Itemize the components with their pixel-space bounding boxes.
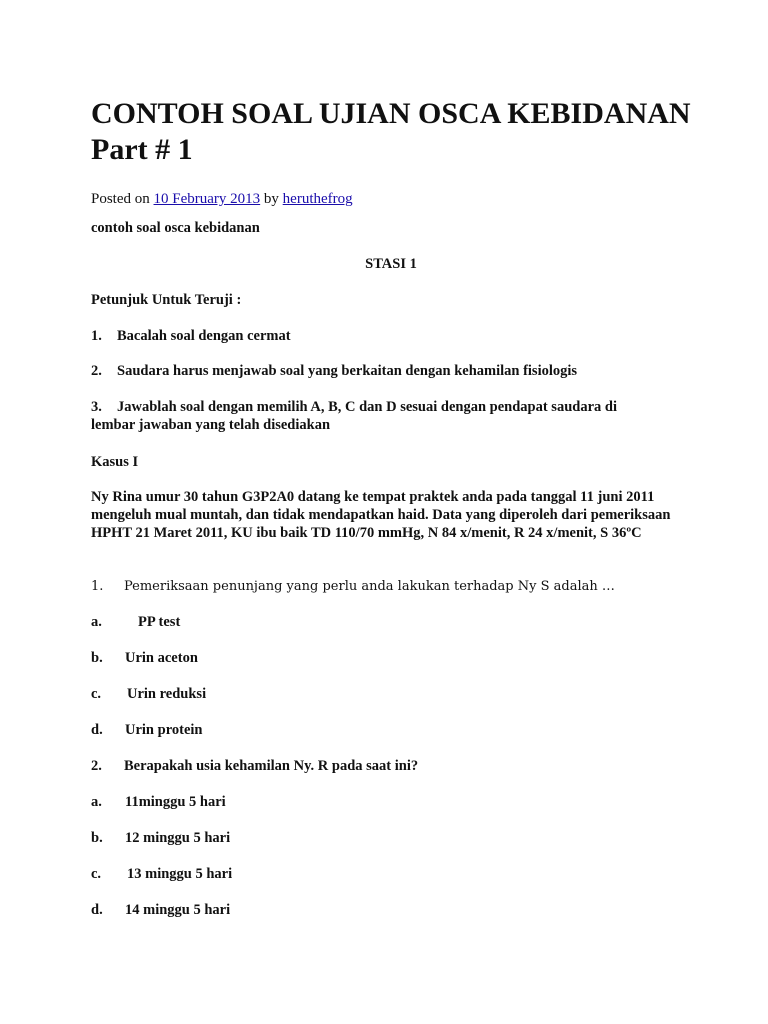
page-title: CONTOH SOAL UJIAN OSCA KEBIDANAN Part # 1 [91, 97, 691, 166]
question-text: Pemeriksaan penunjang yang perlu anda lakukan terhadap Ny S adalah … [124, 579, 615, 594]
instruction-item [91, 398, 651, 434]
option-letter: a. [91, 794, 102, 810]
instruction-item [91, 327, 691, 345]
post-date-link[interactable]: 10 February 2013 [153, 191, 261, 207]
option-letter: b. [91, 650, 103, 666]
option-text: Urin protein [125, 722, 203, 738]
option-letter: d. [91, 722, 103, 738]
option [91, 865, 691, 883]
instruction-text: Bacalah soal dengan cermat [117, 328, 291, 344]
option-letter: d. [91, 902, 103, 918]
instructions-heading: Petunjuk Untuk Teruji : [91, 292, 242, 308]
instruction-number: 2. [91, 363, 102, 379]
option-text: 12 minggu 5 hari [125, 830, 231, 846]
option [91, 613, 691, 631]
subtitle: contoh soal osca kebidanan [91, 220, 260, 236]
option-text: 11minggu 5 hari [125, 794, 226, 810]
option [91, 829, 691, 847]
option [91, 649, 691, 667]
option-letter: a. [91, 614, 102, 630]
case-heading: Kasus I [91, 454, 139, 470]
option-text: Urin reduksi [127, 686, 207, 702]
question-number: 2. [91, 758, 102, 774]
option [91, 901, 691, 919]
posted-on-label: Posted on [91, 191, 150, 207]
option [91, 721, 691, 739]
option [91, 685, 691, 703]
station-heading: STASI 1 [365, 256, 417, 272]
instruction-text: Saudara harus menjawab soal yang berkaitan dengan kehamilan fisiologis [117, 363, 578, 379]
question [91, 757, 691, 775]
article-body [91, 0, 691, 1024]
question-number: 1. [91, 579, 104, 594]
question-text: Berapakah usia kehamilan Ny. R pada saat ini? [124, 758, 419, 774]
option-letter: c. [91, 686, 102, 702]
option-text: Urin aceton [125, 650, 198, 666]
author-link[interactable]: heruthefrog [282, 191, 353, 207]
option [91, 793, 691, 811]
by-label: by [263, 191, 279, 207]
question [91, 578, 691, 596]
case-text: Ny Rina umur 30 tahun G3P2A0 datang ke tempat praktek anda pada tanggal 11 juni 2011 mengeluh mual muntah, dan tidak mendapatkan haid. Data yang diperoleh dari pemeriksaan HPHT 21 Maret 2011, KU ibu baik TD 110/70 mmHg, N 84 x/menit, R 24 x/menit, S 36ºC [91, 489, 671, 541]
option-letter: c. [91, 866, 102, 882]
option-text: 13 minggu 5 hari [127, 866, 233, 882]
option-text: 14 minggu 5 hari [125, 902, 231, 918]
instruction-text: Jawablah soal dengan memilih A, B, C dan D sesuai dengan pendapat saudara di lembar jawaban yang telah disediakan [91, 399, 617, 433]
instruction-number: 1. [91, 328, 102, 344]
option-text: PP test [138, 614, 181, 630]
instruction-number: 3. [91, 399, 102, 415]
option-letter: b. [91, 830, 103, 846]
instruction-item [91, 362, 691, 380]
